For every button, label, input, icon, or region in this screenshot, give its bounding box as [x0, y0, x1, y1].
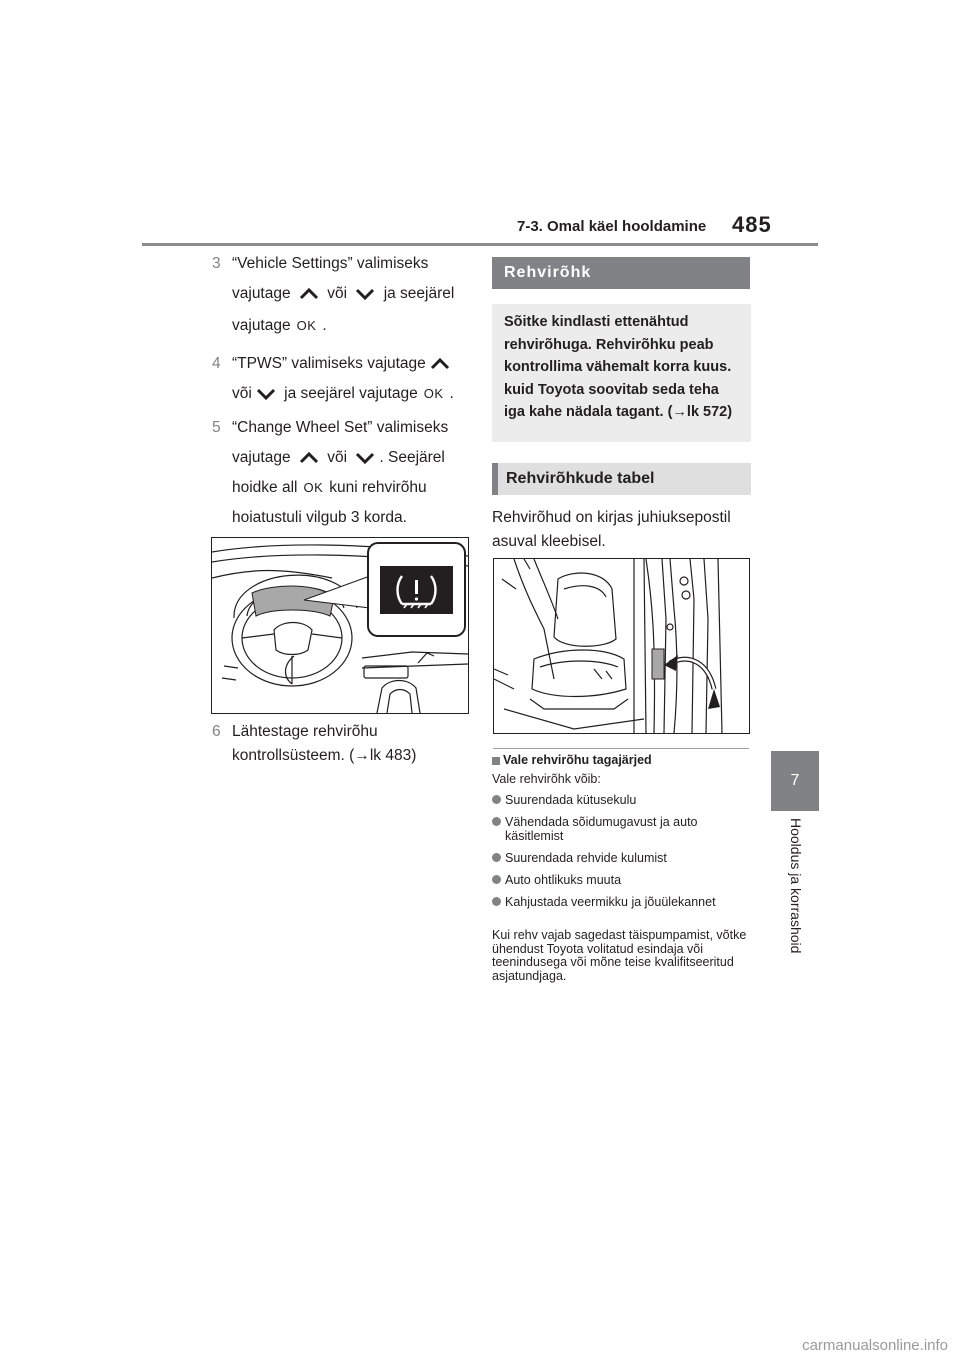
chevron-down-icon [355, 288, 375, 300]
step-text: vajutage [232, 285, 291, 302]
door-pillar-drawing [494, 559, 749, 733]
list-item [492, 815, 754, 843]
info-subtitle-text: Vale rehvirõhu tagajärjed [503, 753, 652, 767]
step-text: kontrollsüsteem. ( [232, 747, 355, 764]
step-number: 4 [212, 355, 221, 372]
chevron-down-icon [355, 452, 375, 464]
step-text: vajutage [232, 317, 291, 334]
bullet-dot-icon [492, 853, 501, 862]
section-heading-tire-pressure: Rehvirõhk [492, 257, 750, 289]
list-item-text: Vähendada sõidumugavust ja auto käsitlemist [505, 815, 698, 843]
dashboard-drawing [212, 538, 468, 713]
subheading-pressure-table: Rehvirõhkude tabel [492, 463, 751, 495]
watermark: carmanualsonline.info [802, 1337, 948, 1354]
notice-text: Sõitke kindlasti ettenähtud rehvirõhuga. Rehvirõhku peab kontrollima vähemalt korra kuus. kuid Toyota soovitab seda teha iga kahe nädala tagant. ( [504, 314, 732, 420]
list-item-text: Kahjustada veermikku ja jõuülekannet [505, 895, 716, 909]
list-item [492, 895, 754, 909]
step-text: kuni rehvirõhu [329, 479, 427, 496]
bullet-dot-icon [492, 817, 501, 826]
chapter-side-title: Hooldus ja korrashoid [788, 818, 804, 954]
step-text: . [322, 317, 327, 334]
step-number: 6 [212, 723, 221, 740]
door-pillar-illustration [493, 558, 750, 734]
notice-box [492, 304, 751, 442]
arrow-right-icon: → [672, 404, 687, 420]
list-item [492, 873, 754, 887]
list-item [492, 793, 754, 807]
step-5 [212, 414, 472, 532]
info-subtitle [492, 753, 754, 767]
info-intro: Vale rehvirõhk võib: [492, 772, 601, 786]
step-number: 5 [212, 419, 221, 436]
step-text: hoiatustuli vilgub 3 korda. [232, 509, 407, 526]
step-text: “Vehicle Settings” valimiseks [232, 255, 429, 272]
dashboard-illustration [211, 537, 469, 714]
list-item-text: Auto ohtlikuks muuta [505, 873, 622, 887]
closing-paragraph: Kui rehv vajab sagedast täispumpamist, võtke ühendust Toyota volitatud esindaja või teenindusega või mõne teise kvalifitseeritud asjatundjaga. [492, 928, 747, 983]
step-text: “TPWS” valimiseks vajutage [232, 355, 426, 372]
step-text: . [449, 385, 454, 402]
ok-button-label: OK [303, 480, 324, 495]
step-4 [212, 350, 472, 408]
step-number: 3 [212, 255, 221, 272]
chapter-tab: 7 [771, 751, 819, 811]
step-text: hoidke all [232, 479, 298, 496]
table-location-text: Rehvirõhud on kirjas juhiuksepostil asuval kleebisel. [492, 509, 731, 550]
arrow-right-icon: → [354, 747, 370, 764]
step-text: Lähtestage rehvirõhu [232, 723, 378, 740]
chevron-up-icon [430, 358, 450, 370]
step-6 [212, 718, 472, 770]
list-item [492, 851, 754, 865]
step-text: “Change Wheel Set” valimiseks [232, 419, 449, 436]
section-title: 7-3. Omal käel hooldamine [517, 218, 707, 235]
step-text: või [232, 385, 252, 402]
list-item-text: Suurendada rehvide kulumist [505, 851, 667, 865]
page-reference: lk 572) [686, 404, 733, 420]
step-text: vajutage [232, 449, 291, 466]
list-item-text: Suurendada kütusekulu [505, 793, 637, 807]
divider [493, 748, 749, 749]
step-text: või [327, 285, 348, 302]
step-3 [212, 250, 472, 340]
step-text: ja seejärel vajutage [284, 385, 418, 402]
bullet-dot-icon [492, 875, 501, 884]
step-text: . Seejärel [379, 449, 445, 466]
square-bullet-icon [492, 757, 500, 765]
consequences-list [492, 793, 754, 917]
chevron-up-icon [299, 288, 319, 300]
bullet-dot-icon [492, 795, 501, 804]
header-divider [142, 243, 818, 246]
page-reference: lk 483) [369, 747, 417, 764]
ok-button-label: OK [423, 386, 444, 401]
step-text: või [327, 449, 348, 466]
chevron-down-icon [256, 388, 276, 400]
chevron-up-icon [299, 452, 319, 464]
bullet-dot-icon [492, 897, 501, 906]
page-number: 485 [732, 212, 772, 237]
ok-button-label: OK [296, 318, 317, 333]
step-text: ja seejärel [383, 285, 455, 302]
